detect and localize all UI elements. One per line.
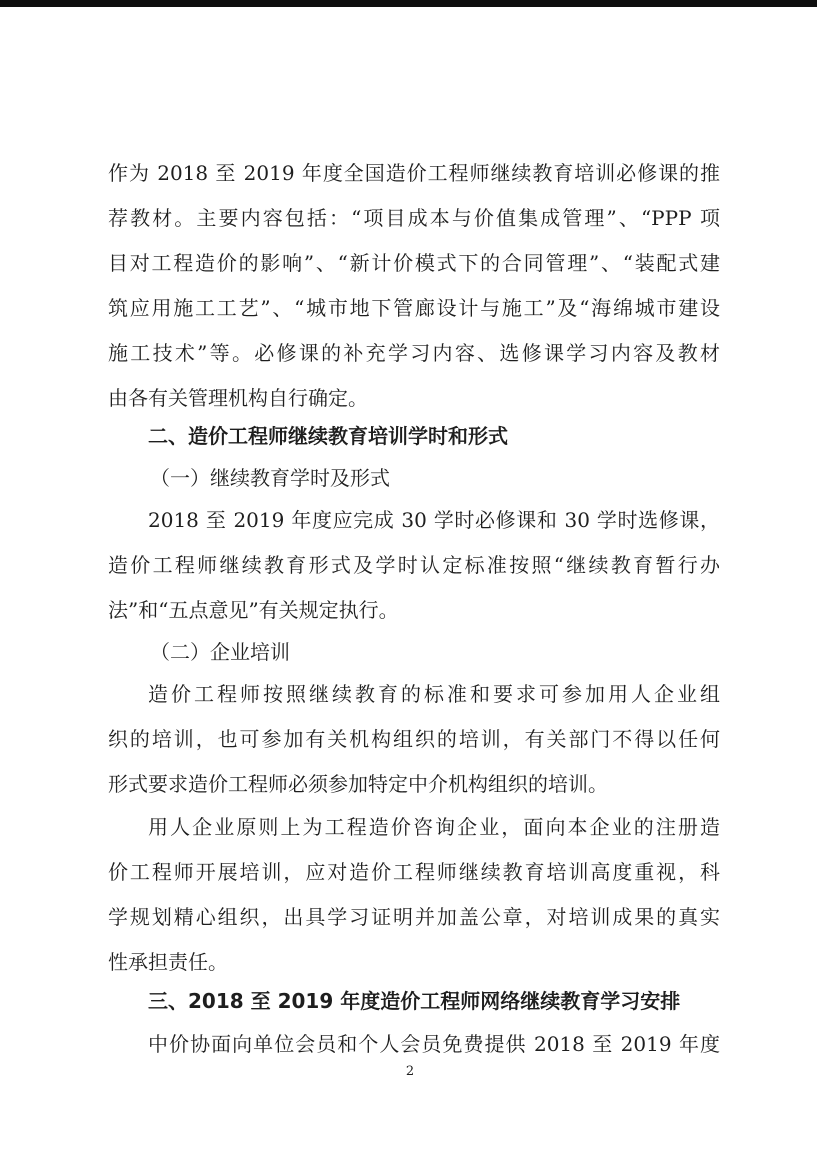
paragraph-line: 用人企业原则上为工程造价咨询企业，面向本企业的注册造 [148,815,720,839]
paragraph-line: 目对工程造价的影响”、“新计价模式下的合同管理”、“装配式建 [108,251,720,275]
paragraph-line: 由各有关管理机构自行确定。 [108,386,368,410]
paragraph-line: 荐教材。主要内容包括：“项目成本与价值集成管理”、“PPP 项 [108,206,720,230]
paragraph-line: 作为 2018 至 2019 年度全国造价工程师继续教育培训必修课的推 [108,161,720,185]
paragraph-line: 施工技术”等。必修课的补充学习内容、选修课学习内容及教材 [108,341,720,365]
paragraph-line: 法”和“五点意见”有关规定执行。 [108,598,399,622]
paragraph-line: 形式要求造价工程师必须参加特定中介机构组织的培训。 [108,772,608,796]
section-heading-2: 二、造价工程师继续教育培训学时和形式 [148,424,508,448]
subsection-heading-1: （一）继续教育学时及形式 [150,466,390,490]
paragraph-line: 性承担责任。 [108,950,228,974]
paragraph-line: 2018 至 2019 年度应完成 30 学时必修课和 30 学时选修课， [148,508,720,532]
paragraph-line: 价工程师开展培训，应对造价工程师继续教育培训高度重视，科 [108,860,720,884]
paragraph-line: 造价工程师继续教育形式及学时认定标准按照“继续教育暂行办 [108,553,720,577]
paragraph-line: 筑应用施工工艺”、“城市地下管廊设计与施工”及“海绵城市建设 [108,296,720,320]
paragraph-line: 织的培训，也可参加有关机构组织的培训，有关部门不得以任何 [108,727,720,751]
paragraph-line: 中价协面向单位会员和个人会员免费提供 2018 至 2019 年度 [148,1032,720,1056]
section-heading-3: 三、2018 至 2019 年度造价工程师网络继续教育学习安排 [148,989,681,1013]
paragraph-line: 学规划精心组织，出具学习证明并加盖公章，对培训成果的真实 [108,905,720,929]
subsection-heading-2: （二）企业培训 [150,640,290,664]
page-number: 2 [405,1064,415,1079]
paragraph-line: 造价工程师按照继续教育的标准和要求可参加用人企业组 [148,682,720,706]
